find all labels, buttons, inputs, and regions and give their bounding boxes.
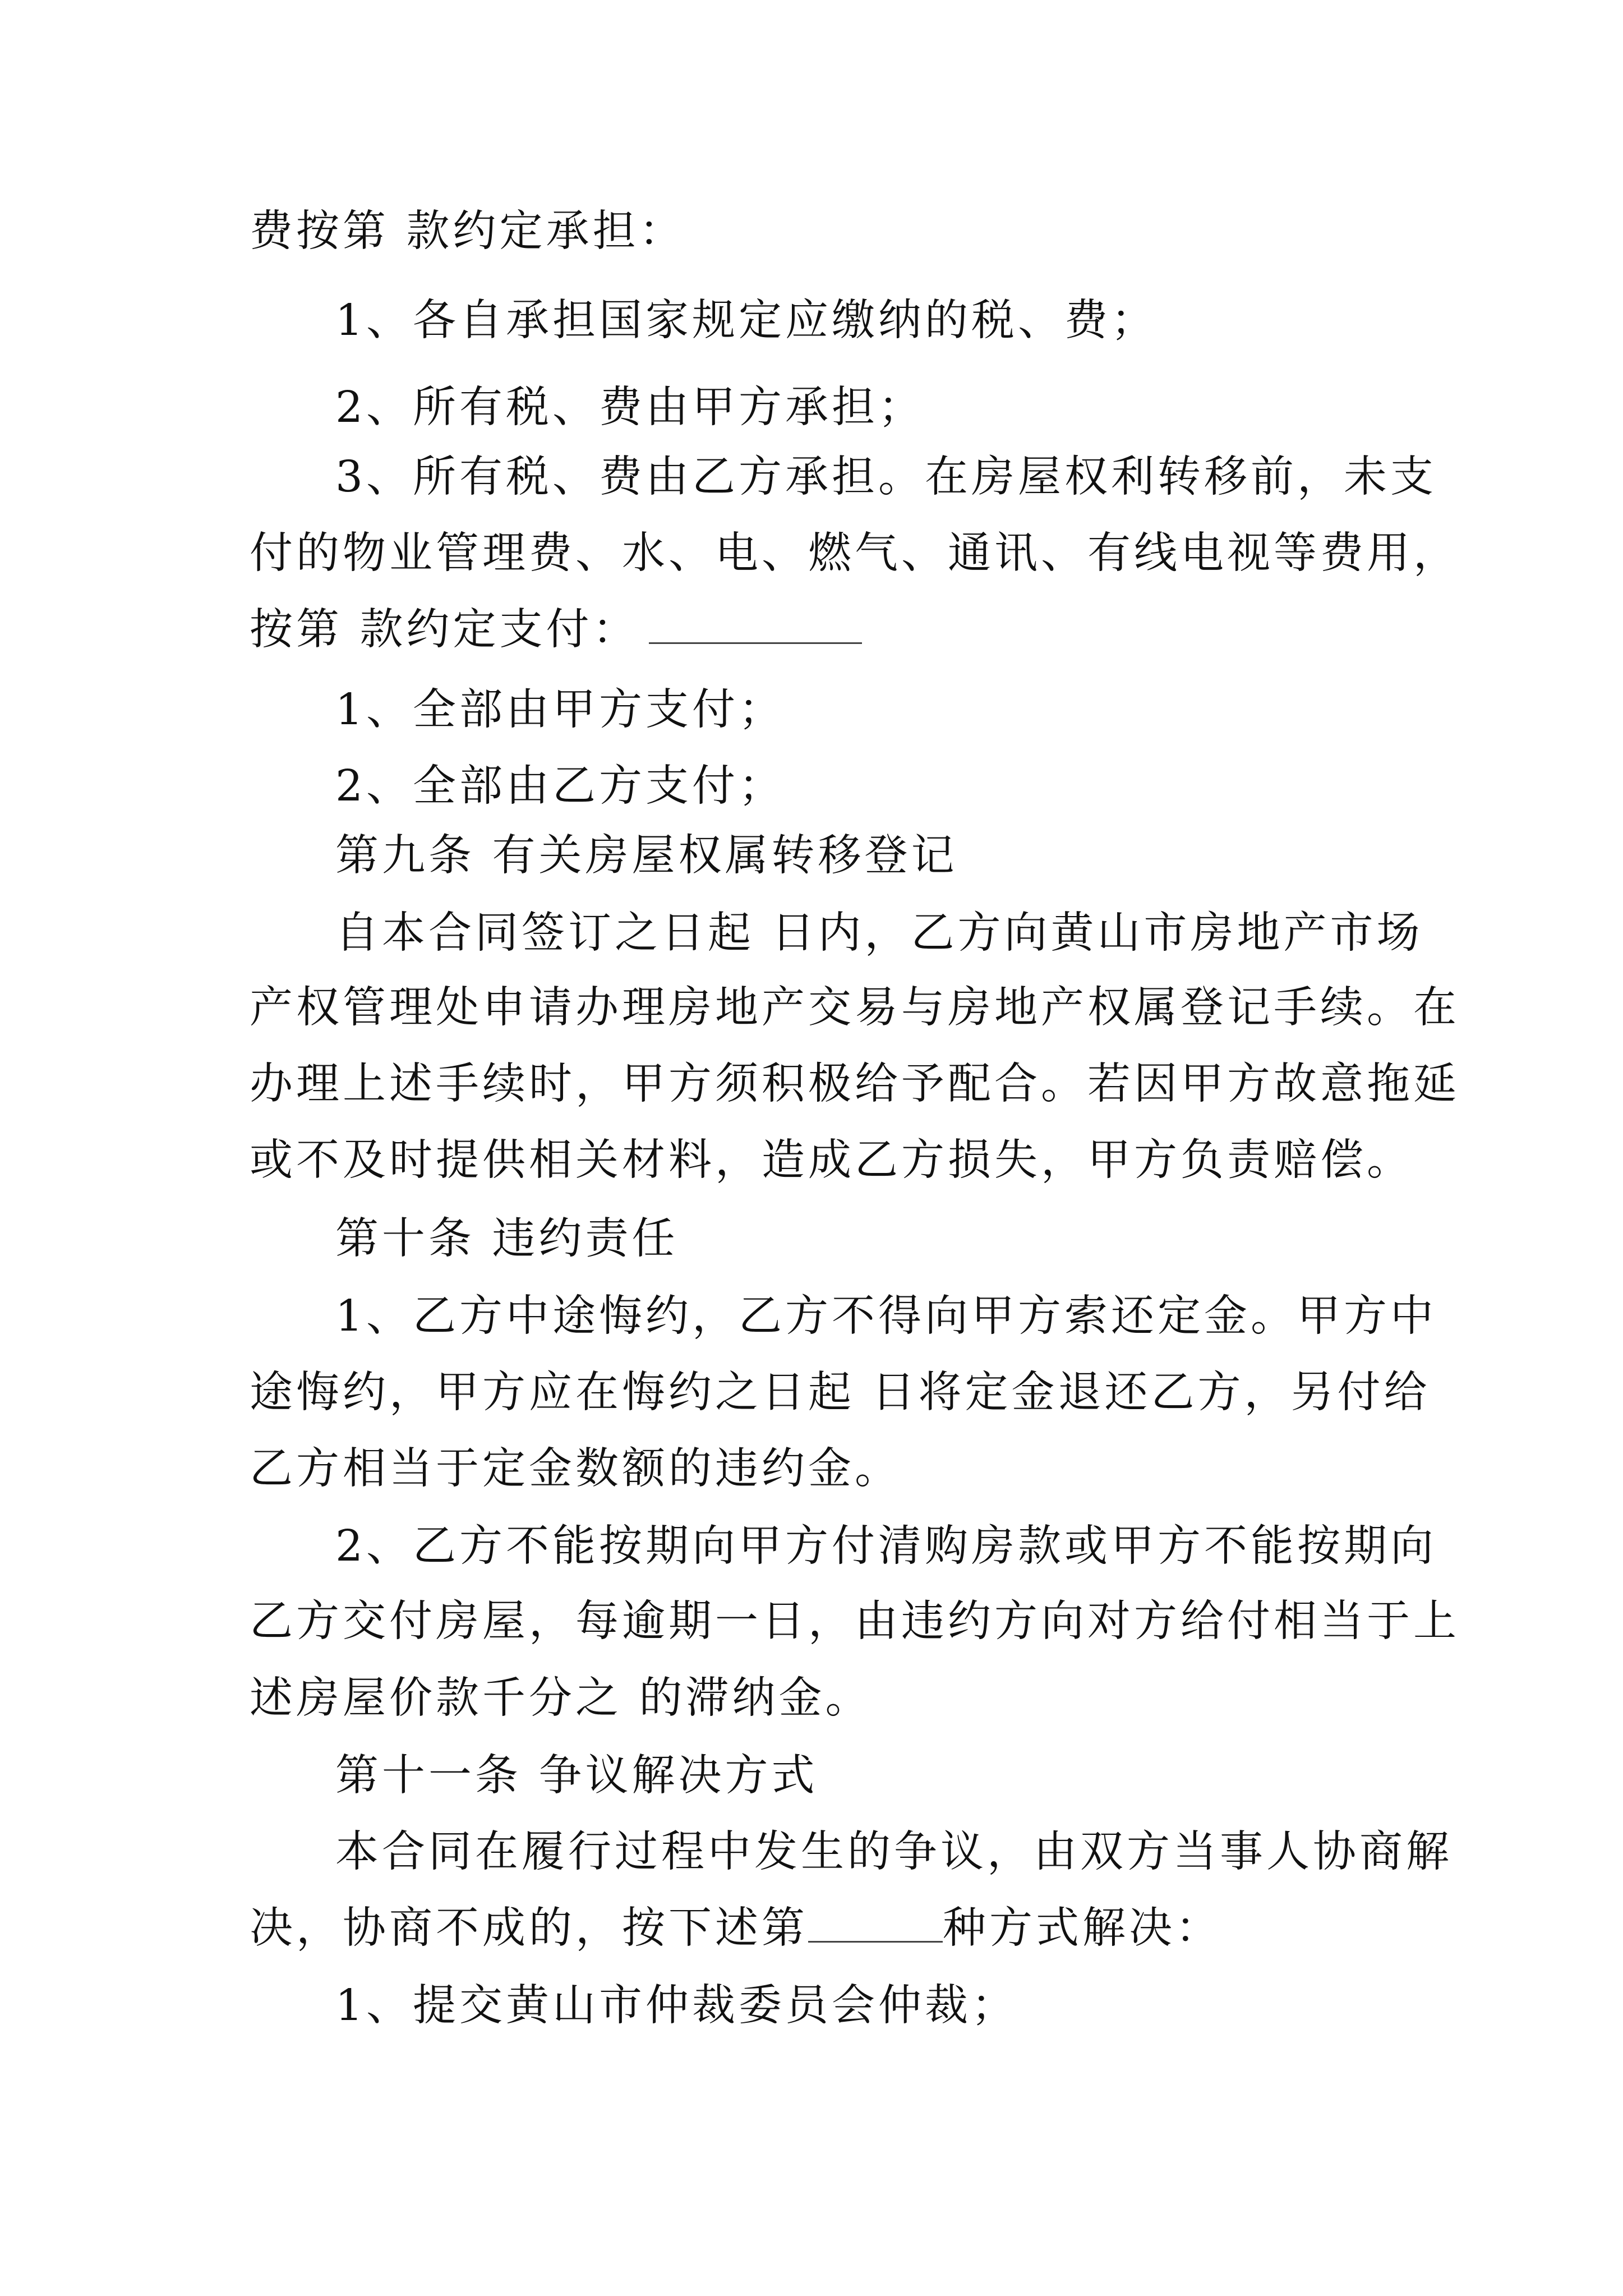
text-line (250, 1901, 1222, 1957)
text-line (335, 905, 1423, 961)
text-span: 述房屋价款千分之 的滞纳金。 (250, 1673, 872, 1723)
text-span: 乙方相当于定金数额的违约金。 (250, 1444, 901, 1494)
text-span: 2、乙方不能按期向甲方付清购房款或甲方不能按期向 (335, 1521, 1437, 1571)
text-line (335, 293, 1158, 349)
text-span: 本合同在履行过程中发生的争议，由双方当事人协商解 (335, 1827, 1453, 1877)
text-span: 1、乙方中途悔约，乙方不得向甲方索还定金。甲方中 (335, 1291, 1437, 1341)
text-line (335, 1978, 1018, 2034)
text-line (335, 758, 785, 815)
fill-in-blank (649, 608, 862, 644)
text-span: 1、全部由甲方支付； (335, 685, 785, 735)
text-span: 产权管理处申请办理房地产交易与房地产权属登记手续。在 (250, 983, 1460, 1033)
text-span: 或不及时提供相关材料，造成乙方损失，甲方负责赔偿。 (250, 1135, 1413, 1185)
section-heading (335, 828, 957, 884)
text-span: 第十条 违约责任 (335, 1214, 679, 1264)
text-line (250, 1441, 901, 1497)
text-line (250, 602, 862, 658)
text-span: 2、所有税、费由甲方承担； (335, 383, 925, 432)
section-heading (335, 1211, 678, 1267)
text-span: 按第 款约定支付： (250, 605, 639, 655)
text-line (335, 682, 785, 738)
text-span: 第十一条 争议解决方式 (335, 1751, 818, 1801)
text-span: 3、所有税、费由乙方承担。在房屋权利转移前，未支 (335, 452, 1437, 502)
section-heading (335, 1748, 818, 1804)
text-span: 途悔约，甲方应在悔约之日起 日将定金退还乙方，另付给 (250, 1368, 1431, 1418)
text-span: 2、全部由乙方支付； (335, 761, 785, 811)
text-span: 付的物业管理费、水、电、燃气、通讯、有线电视等费用， (250, 528, 1460, 578)
text-line (335, 380, 925, 436)
text-line (250, 1133, 1413, 1189)
text-span: 办理上述手续时，甲方须积极给予配合。若因甲方故意拖延 (250, 1059, 1460, 1109)
text-line (250, 1594, 1460, 1650)
text-span: 决，协商不成的，按下述第 (250, 1903, 808, 1953)
text-span: 费按第 款约定承担： (250, 206, 686, 256)
text-span: 种方式解决： (943, 1903, 1222, 1953)
text-line (335, 1289, 1437, 1345)
text-span: 第九条 有关房屋权属转移登记 (335, 831, 958, 881)
text-line (250, 1056, 1460, 1112)
text-span: 1、各自承担国家规定应缴纳的税、费； (335, 296, 1158, 346)
text-span: 乙方交付房屋，每逾期一日，由违约方向对方给付相当于上 (250, 1596, 1460, 1646)
text-line (250, 1671, 872, 1727)
text-line (250, 526, 1460, 582)
text-line (335, 1824, 1453, 1880)
text-line (335, 449, 1437, 505)
text-line (250, 1365, 1430, 1421)
text-span: 1、提交黄山市仲裁委员会仲裁； (335, 1981, 1018, 2031)
text-line (335, 1519, 1437, 1575)
text-span: 自本合同签订之日起 日内，乙方向黄山市房地产市场 (335, 908, 1423, 958)
fill-in-blank (808, 1906, 943, 1943)
text-line (250, 204, 685, 260)
text-line (250, 980, 1460, 1036)
